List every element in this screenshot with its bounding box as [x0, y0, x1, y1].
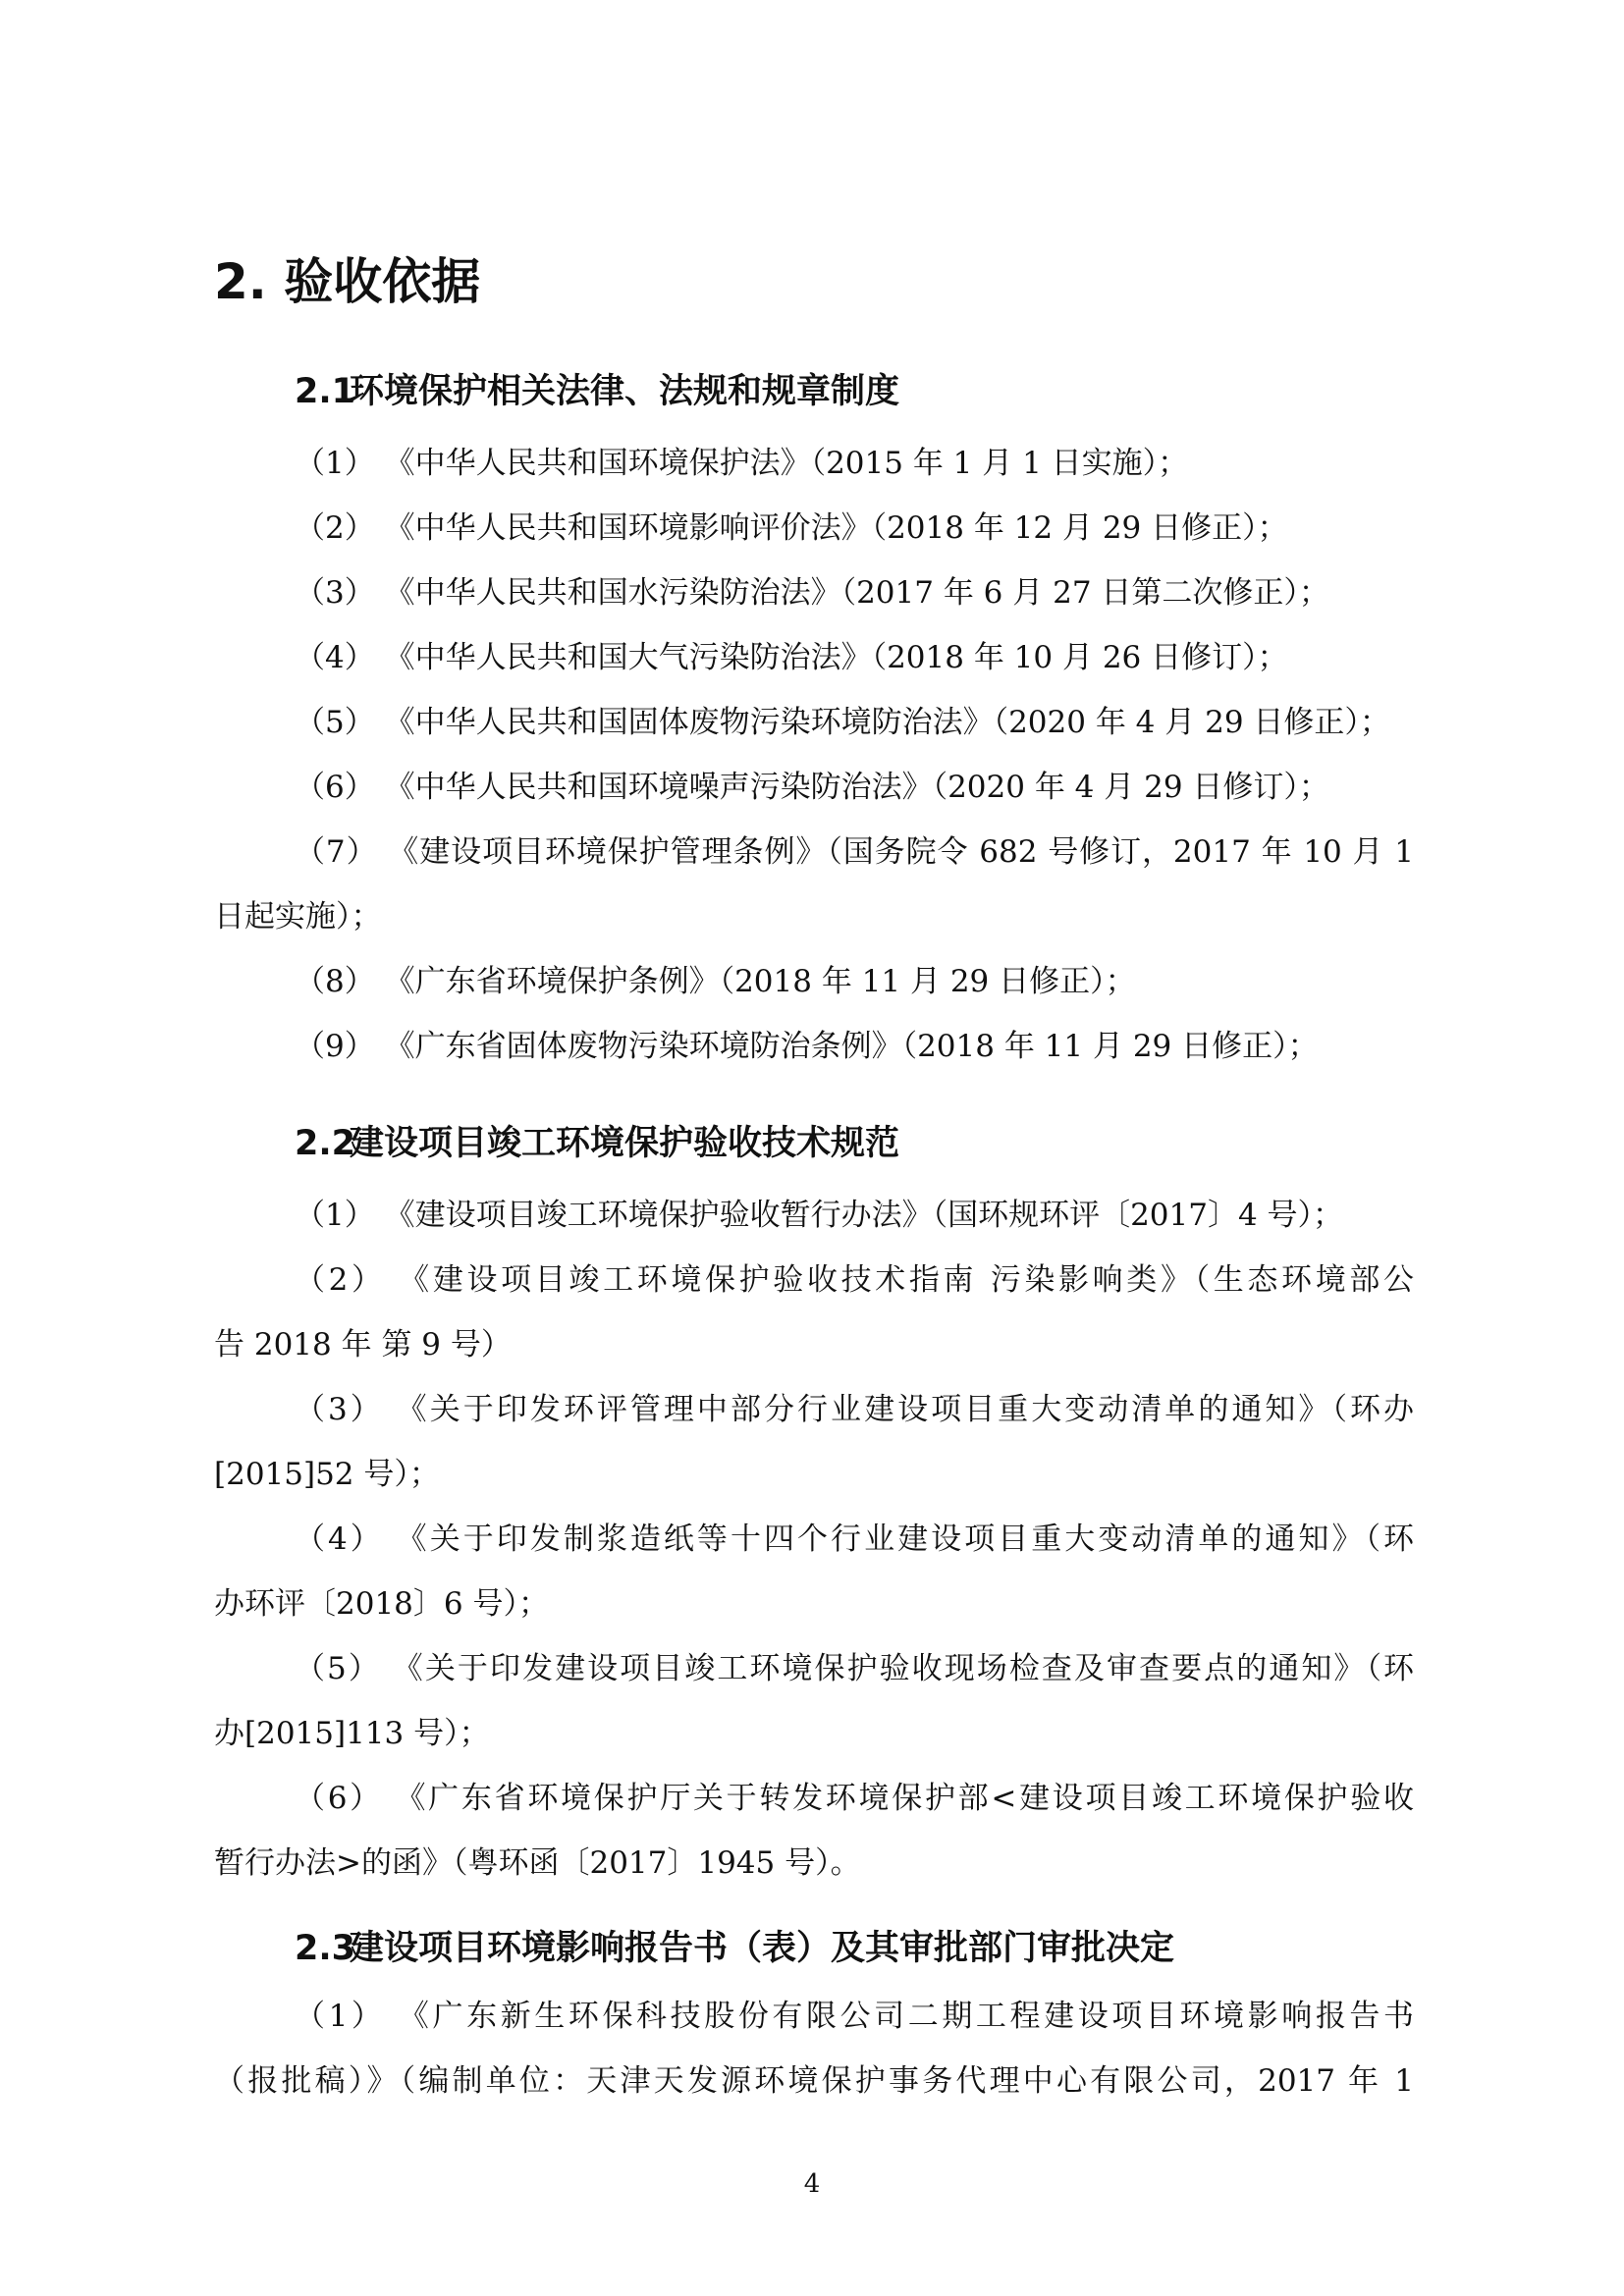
item-line: （8） 《广东省环境保护条例》（2018 年 11 月 29 日修正）；	[295, 964, 1136, 999]
list-item	[214, 636, 1414, 679]
section-number: 2.2	[295, 1124, 356, 1163]
list-item	[214, 960, 1414, 1003]
item-line: （6） 《中华人民共和国环境噪声污染防治法》（2020 年 4 月 29 日修订）；	[295, 770, 1329, 805]
list-item	[214, 701, 1414, 744]
item-line: 日起实施）；	[214, 899, 382, 934]
item-line: （5） 《中华人民共和国固体废物污染环境防治法》（2020 年 4 月 29 日修正）；	[295, 705, 1390, 740]
list-item	[214, 1025, 1414, 1068]
item-line: （报批稿）》（编制单位：天津天发源环境保护事务代理中心有限公司，2017 年 1	[214, 2063, 1414, 2099]
item-line: 暂行办法>的函》（粤环函〔2017〕1945 号）。	[214, 1845, 861, 1881]
list-item	[214, 571, 1414, 614]
item-line: 办环评〔2018〕6 号）；	[214, 1586, 549, 1622]
list-item	[214, 1388, 1414, 1496]
item-line: （2） 《建设项目竣工环境保护验收技术指南 污染影响类》（生态环境部公	[295, 1262, 1414, 1298]
list-item	[214, 830, 1414, 938]
item-line: （4） 《中华人民共和国大气污染防治法》（2018 年 10 月 26 日修订）；	[295, 640, 1288, 675]
section-number: 2.1	[295, 372, 356, 411]
item-line: （3） 《关于印发环评管理中部分行业建设项目重大变动清单的通知》（环办	[295, 1392, 1414, 1427]
item-line: （3） 《中华人民共和国水污染防治法》（2017 年 6 月 27 日第二次修正）；	[295, 575, 1329, 611]
section-title: 环境保护相关法律、法规和规章制度	[350, 372, 900, 411]
section-number: 2.3	[295, 1929, 356, 1968]
section-title: 建设项目竣工环境保护验收技术规范	[350, 1124, 900, 1163]
list-item	[214, 1518, 1414, 1626]
item-line: （6） 《广东省环境保护厅关于转发环境保护部<建设项目竣工环境保护验收	[295, 1781, 1414, 1816]
list-item	[214, 1777, 1414, 1885]
list-item	[214, 1647, 1414, 1755]
item-line: （9） 《广东省固体废物污染环境防治条例》（2018 年 11 月 29 日修正）；	[295, 1029, 1319, 1064]
item-line: （1） 《广东新生环保科技股份有限公司二期工程建设项目环境影响报告书	[295, 1999, 1414, 2034]
item-line: （5） 《关于印发建设项目竣工环境保护验收现场检查及审查要点的通知》（环	[295, 1651, 1414, 1686]
item-line: （2） 《中华人民共和国环境影响评价法》（2018 年 12 月 29 日修正）；	[295, 510, 1288, 546]
section-title: 建设项目环境影响报告书（表）及其审批部门审批决定	[350, 1929, 1175, 1968]
page-number: 4	[803, 2169, 821, 2199]
list-item	[214, 766, 1414, 809]
section-heading-2-2	[295, 1119, 899, 1168]
item-line: （1） 《建设项目竣工环境保护验收暂行办法》（国环规环评〔2017〕4 号）；	[295, 1198, 1344, 1233]
item-line: [2015]52 号）；	[214, 1457, 440, 1492]
item-line: 办[2015]113 号）；	[214, 1716, 490, 1751]
list-item	[214, 1258, 1414, 1366]
list-item	[214, 507, 1414, 550]
section-heading-2-1	[295, 367, 899, 416]
chapter-heading: 2. 验收依据	[214, 253, 481, 310]
list-item	[214, 1995, 1414, 2103]
item-line: （4） 《关于印发制浆造纸等十四个行业建设项目重大变动清单的通知》（环	[295, 1522, 1414, 1557]
section-heading-2-3	[295, 1924, 1174, 1973]
item-line: （7） 《建设项目环境保护管理条例》（国务院令 682 号修订，2017 年 10 月 1	[295, 834, 1414, 870]
item-line: （1） 《中华人民共和国环境保护法》（2015 年 1 月 1 日实施）；	[295, 446, 1189, 481]
item-line: 告 2018 年 第 9 号）	[214, 1327, 512, 1362]
list-item	[214, 442, 1414, 485]
list-item	[214, 1194, 1414, 1237]
